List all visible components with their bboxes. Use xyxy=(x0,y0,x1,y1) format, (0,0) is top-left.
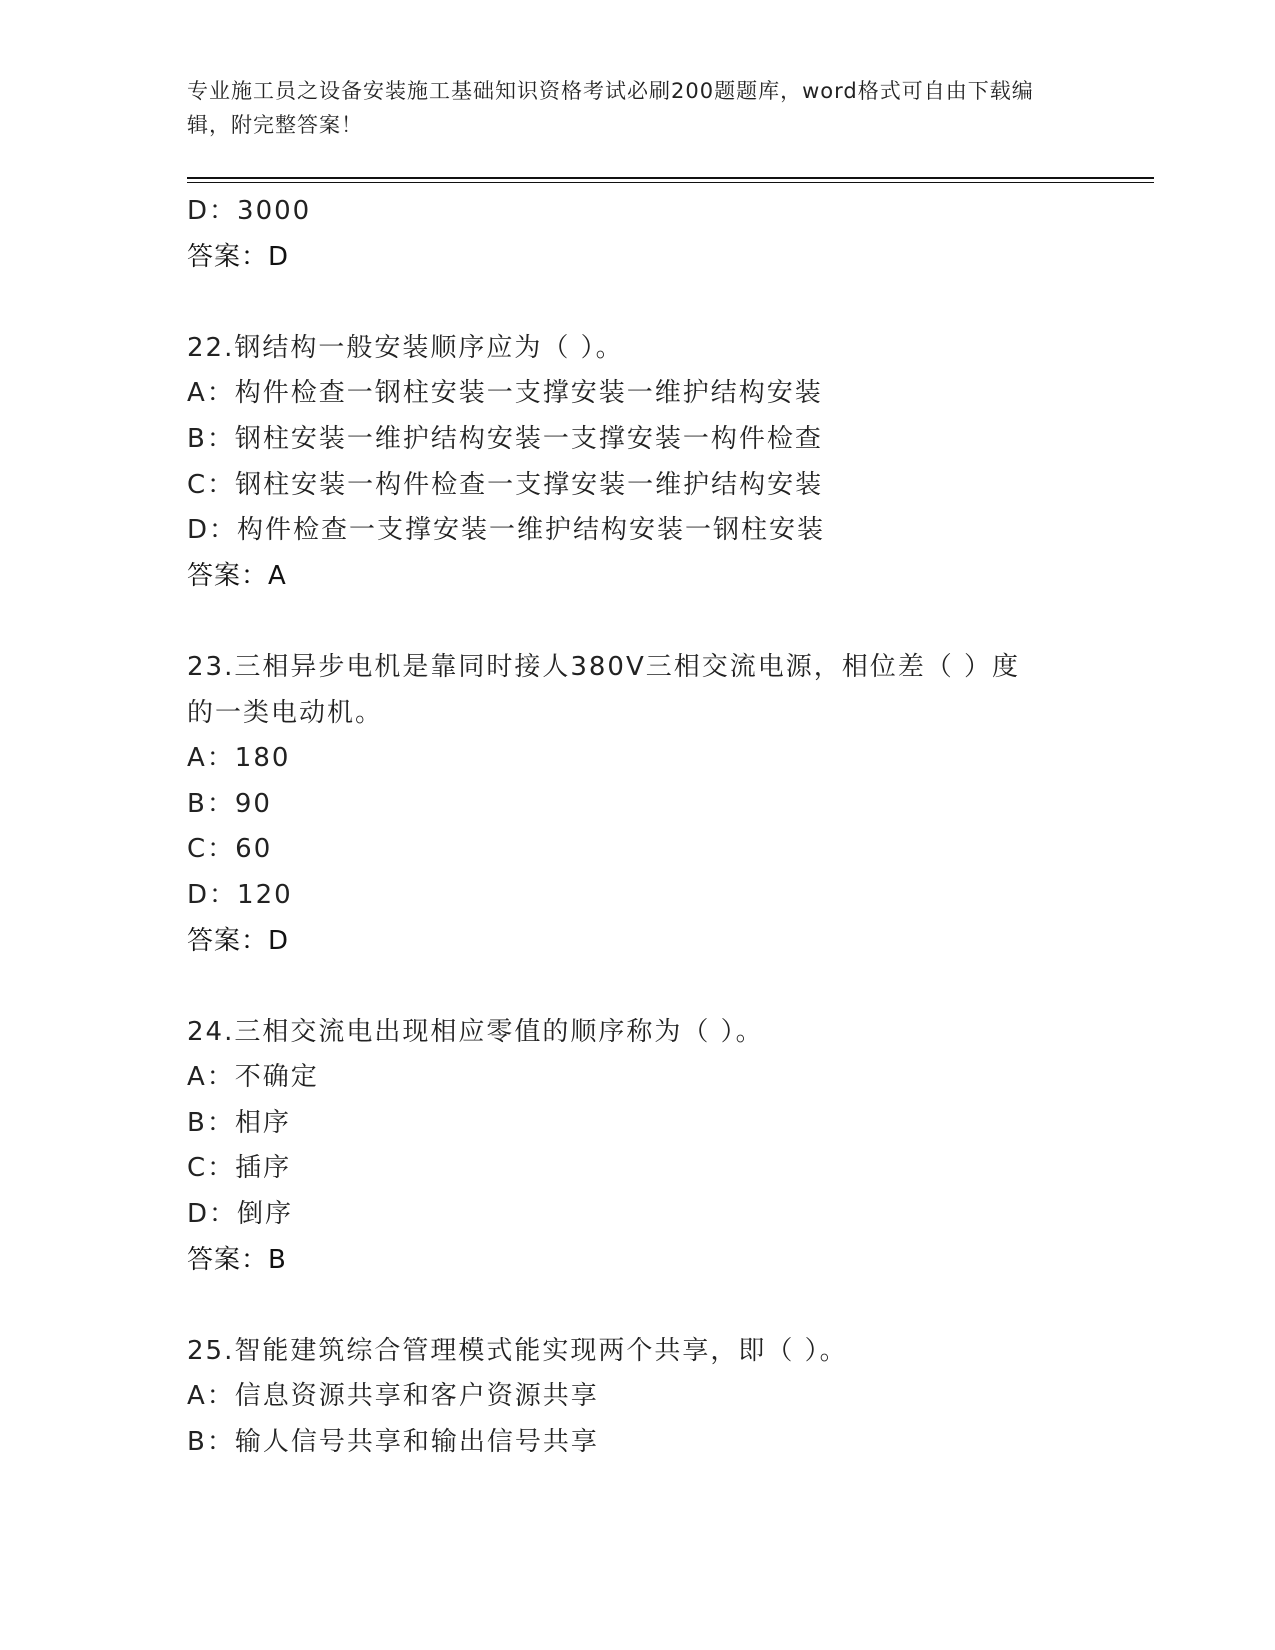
answer-line: 答案：A xyxy=(187,560,287,591)
option-b: B：相序 xyxy=(187,1107,291,1138)
option-c: C：60 xyxy=(187,834,273,865)
question-stem: 22.钢结构一般安装顺序应为（ ）。 xyxy=(187,332,624,363)
question-list xyxy=(187,189,1087,1466)
option-a: A：不确定 xyxy=(187,1062,319,1093)
spacer xyxy=(187,599,1087,645)
spacer xyxy=(187,1283,1087,1329)
option-c: C：插序 xyxy=(187,1153,292,1184)
question-stem: 24.三相交流电出现相应零值的顺序称为（ ）。 xyxy=(187,1016,764,1047)
document-header xyxy=(187,74,1067,142)
option-a: A：构件检查一钢柱安装一支撑安装一维护结构安装 xyxy=(187,378,823,409)
spacer xyxy=(187,280,1087,326)
option-a: A：信息资源共享和客户资源共享 xyxy=(187,1381,599,1412)
option-a: A：180 xyxy=(187,743,291,774)
header-rule-thick xyxy=(187,177,1154,179)
option-b: B：钢柱安装一维护结构安装一支撑安装一构件检查 xyxy=(187,423,823,454)
option-d: D：3000 xyxy=(187,196,312,226)
answer-line: 答案：D xyxy=(187,925,290,956)
answer-line: 答案：D xyxy=(187,241,290,272)
question-stem: 23.三相异步电机是靠同时接人380V三相交流电源，相位差（ ）度的一类电动机。 xyxy=(187,651,1021,728)
header-title: 专业施工员之设备安装施工基础知识资格考试必刷200题题库，word格式可自由下载编辑，附完整答案！ xyxy=(187,79,1034,137)
option-b: B：输人信号共享和输出信号共享 xyxy=(187,1427,599,1458)
option-d: D：倒序 xyxy=(187,1199,294,1230)
question-stem: 25.智能建筑综合管理模式能实现两个共享，即（ ）。 xyxy=(187,1335,848,1366)
spacer xyxy=(187,964,1087,1010)
option-c: C：钢柱安装一构件检查一支撑安装一维护结构安装 xyxy=(187,469,824,500)
answer-line: 答案：B xyxy=(187,1244,287,1275)
header-rule-thin xyxy=(187,182,1154,183)
option-d: D：120 xyxy=(187,879,293,910)
option-d: D：构件检查一支撑安装一维护结构安装一钢柱安装 xyxy=(187,515,826,546)
option-b: B：90 xyxy=(187,788,272,819)
